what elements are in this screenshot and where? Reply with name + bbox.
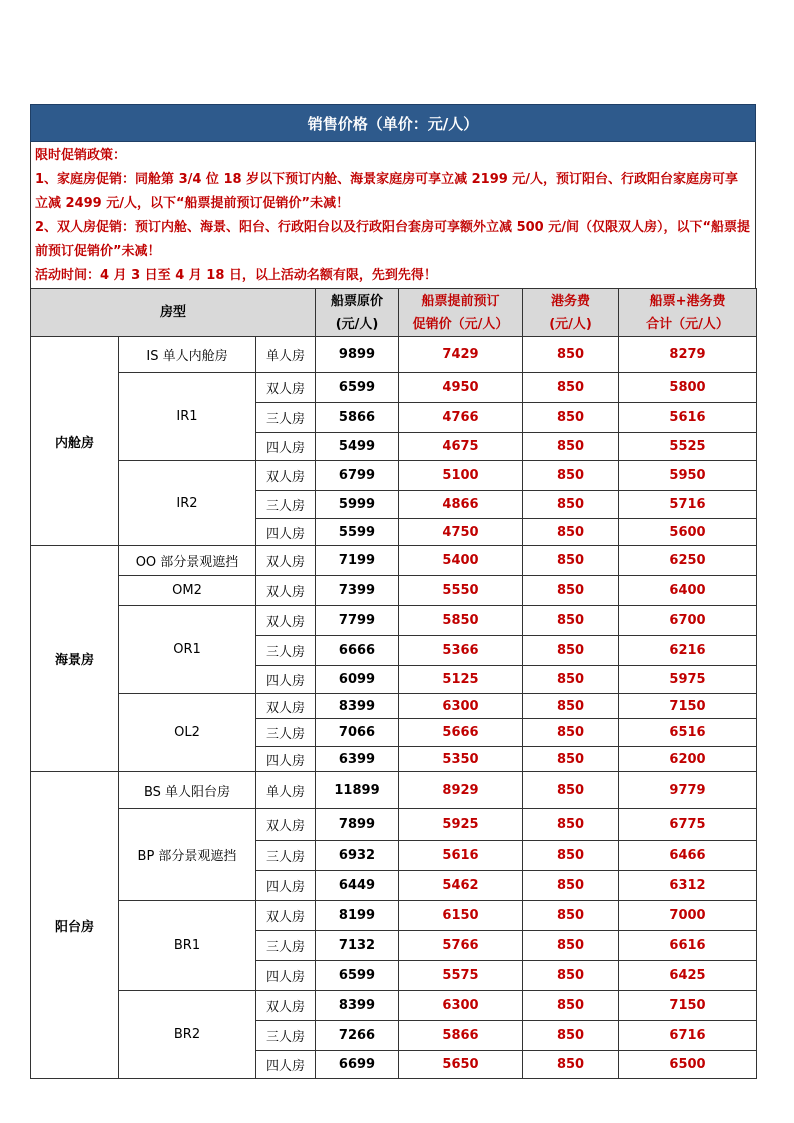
port-fee-cell: 850: [523, 747, 619, 772]
table-row: [31, 772, 757, 809]
room-model-cell: OL2: [119, 694, 256, 772]
occupancy-cell: 三人房: [256, 719, 316, 747]
header-port-fee-line2: (元/人): [549, 316, 592, 332]
occupancy-cell: 双人房: [256, 461, 316, 491]
promo-price-cell: 5925: [399, 809, 523, 841]
port-fee-cell: 850: [523, 461, 619, 491]
occupancy-cell: 双人房: [256, 373, 316, 403]
port-fee-cell: 850: [523, 961, 619, 991]
total-price-cell: 7150: [619, 991, 757, 1021]
total-price-cell: 6500: [619, 1051, 757, 1079]
room-model-cell: OO 部分景观遮挡: [119, 546, 256, 576]
total-price-cell: 6716: [619, 1021, 757, 1051]
orig-price-cell: 5866: [316, 403, 399, 433]
total-price-cell: 6775: [619, 809, 757, 841]
table-row: [31, 546, 757, 576]
promo-price-cell: 4866: [399, 491, 523, 519]
port-fee-cell: 850: [523, 991, 619, 1021]
occupancy-cell: 双人房: [256, 991, 316, 1021]
orig-price-cell: 5599: [316, 519, 399, 546]
promo-price-cell: 4675: [399, 433, 523, 461]
port-fee-cell: 850: [523, 772, 619, 809]
header-total-line2: 合计（元/人）: [646, 316, 729, 332]
occupancy-cell: 双人房: [256, 694, 316, 719]
port-fee-cell: 850: [523, 576, 619, 606]
port-fee-cell: 850: [523, 809, 619, 841]
promo-price-cell: 5866: [399, 1021, 523, 1051]
orig-price-cell: 8399: [316, 991, 399, 1021]
orig-price-cell: 6449: [316, 871, 399, 901]
occupancy-cell: 四人房: [256, 519, 316, 546]
orig-price-cell: 7799: [316, 606, 399, 636]
port-fee-cell: 850: [523, 871, 619, 901]
promo-price-cell: 8929: [399, 772, 523, 809]
occupancy-cell: 单人房: [256, 337, 316, 373]
category-cell: 内舱房: [31, 337, 119, 546]
header-port-fee-line1: 港务费: [551, 293, 591, 309]
total-price-cell: 5975: [619, 666, 757, 694]
header-orig-price-line2: (元/人): [335, 316, 379, 332]
orig-price-cell: 8399: [316, 694, 399, 719]
promo-price-cell: 6150: [399, 901, 523, 931]
total-price-cell: 6466: [619, 841, 757, 871]
orig-price-cell: 7199: [316, 546, 399, 576]
header-promo-price-line1: 船票提前预订: [421, 293, 500, 309]
port-fee-cell: 850: [523, 606, 619, 636]
occupancy-cell: 三人房: [256, 1021, 316, 1051]
room-model-cell: IS 单人内舱房: [119, 337, 256, 373]
promo-heading: 限时促销政策：: [35, 148, 127, 163]
promo-price-cell: 4950: [399, 373, 523, 403]
port-fee-cell: 850: [523, 519, 619, 546]
occupancy-cell: 三人房: [256, 931, 316, 961]
port-fee-cell: 850: [523, 636, 619, 666]
total-price-cell: 7000: [619, 901, 757, 931]
port-fee-cell: 850: [523, 841, 619, 871]
promo-price-cell: 5550: [399, 576, 523, 606]
room-model-cell: BR2: [119, 991, 256, 1079]
orig-price-cell: 7066: [316, 719, 399, 747]
total-price-cell: 6425: [619, 961, 757, 991]
port-fee-cell: 850: [523, 373, 619, 403]
port-fee-cell: 850: [523, 433, 619, 461]
orig-price-cell: 9899: [316, 337, 399, 373]
promo-price-cell: 5350: [399, 747, 523, 772]
occupancy-cell: 双人房: [256, 809, 316, 841]
port-fee-cell: 850: [523, 337, 619, 373]
promo-price-cell: 5666: [399, 719, 523, 747]
occupancy-cell: 三人房: [256, 841, 316, 871]
category-cell: 海景房: [31, 546, 119, 772]
promo-price-cell: 5575: [399, 961, 523, 991]
header-port-fee: [523, 289, 619, 337]
orig-price-cell: 6666: [316, 636, 399, 666]
orig-price-cell: 8199: [316, 901, 399, 931]
orig-price-cell: 6399: [316, 747, 399, 772]
occupancy-cell: 三人房: [256, 491, 316, 519]
total-price-cell: 6312: [619, 871, 757, 901]
occupancy-cell: 双人房: [256, 546, 316, 576]
total-price-cell: 6616: [619, 931, 757, 961]
table-row: [31, 694, 757, 719]
occupancy-cell: 双人房: [256, 576, 316, 606]
port-fee-cell: 850: [523, 666, 619, 694]
table-row: [31, 901, 757, 931]
header-promo-price: [399, 289, 523, 337]
port-fee-cell: 850: [523, 1021, 619, 1051]
table-row: [31, 991, 757, 1021]
promo-price-cell: 5850: [399, 606, 523, 636]
port-fee-cell: 850: [523, 931, 619, 961]
room-model-cell: BR1: [119, 901, 256, 991]
total-price-cell: 5950: [619, 461, 757, 491]
orig-price-cell: 11899: [316, 772, 399, 809]
port-fee-cell: 850: [523, 403, 619, 433]
port-fee-cell: 850: [523, 491, 619, 519]
room-model-cell: BS 单人阳台房: [119, 772, 256, 809]
header-total: [619, 289, 757, 337]
total-price-cell: 5800: [619, 373, 757, 403]
promo-double-rule: 2、双人房促销：预订内舱、海景、阳台、行政阳台以及行政阳台套房可享额外立减 500 元/间（仅限双人房），以下“船票提前预订促销价”未减！: [35, 220, 751, 259]
table-row: [31, 461, 757, 491]
table-header-row: [31, 289, 757, 337]
orig-price-cell: 7266: [316, 1021, 399, 1051]
total-price-cell: 6200: [619, 747, 757, 772]
header-total-line1: 船票+港务费: [649, 293, 726, 309]
total-price-cell: 6216: [619, 636, 757, 666]
promo-family-rule: 1、家庭房促销：同舱第 3/4 位 18 岁以下预订内舱、海景家庭房可享立减 2199 元/人，预订阳台、行政阳台家庭房可享立减 2499 元/人，以下“船票提前预订促销价”未减！: [35, 172, 739, 211]
occupancy-cell: 四人房: [256, 871, 316, 901]
room-model-cell: OR1: [119, 606, 256, 694]
table-row: [31, 809, 757, 841]
orig-price-cell: 6599: [316, 373, 399, 403]
promo-price-cell: 5650: [399, 1051, 523, 1079]
category-cell: 阳台房: [31, 772, 119, 1079]
orig-price-cell: 7899: [316, 809, 399, 841]
promo-price-cell: 6300: [399, 991, 523, 1021]
price-table: [30, 288, 757, 1079]
total-price-cell: 5616: [619, 403, 757, 433]
total-price-cell: 7150: [619, 694, 757, 719]
promo-section: [30, 142, 756, 288]
promo-price-cell: 5616: [399, 841, 523, 871]
price-table-body: [31, 337, 757, 1079]
table-row: [31, 576, 757, 606]
table-row: [31, 373, 757, 403]
occupancy-cell: 单人房: [256, 772, 316, 809]
orig-price-cell: 5999: [316, 491, 399, 519]
occupancy-cell: 三人房: [256, 636, 316, 666]
orig-price-cell: 5499: [316, 433, 399, 461]
promo-price-cell: 4766: [399, 403, 523, 433]
occupancy-cell: 四人房: [256, 961, 316, 991]
sheet-title: 销售价格（单价：元/人）: [30, 104, 756, 142]
total-price-cell: 6250: [619, 546, 757, 576]
price-sheet: [30, 104, 756, 1079]
total-price-cell: 8279: [619, 337, 757, 373]
header-orig-price-line1: 船票原价: [331, 293, 384, 309]
total-price-cell: 5600: [619, 519, 757, 546]
header-room-type: 房型: [31, 289, 316, 337]
table-row: [31, 606, 757, 636]
room-model-cell: BP 部分景观遮挡: [119, 809, 256, 901]
total-price-cell: 6516: [619, 719, 757, 747]
orig-price-cell: 7132: [316, 931, 399, 961]
promo-price-cell: 7429: [399, 337, 523, 373]
promo-price-cell: 6300: [399, 694, 523, 719]
port-fee-cell: 850: [523, 1051, 619, 1079]
promo-price-cell: 5766: [399, 931, 523, 961]
port-fee-cell: 850: [523, 901, 619, 931]
occupancy-cell: 四人房: [256, 433, 316, 461]
total-price-cell: 5716: [619, 491, 757, 519]
promo-price-cell: 4750: [399, 519, 523, 546]
promo-price-cell: 5400: [399, 546, 523, 576]
occupancy-cell: 四人房: [256, 747, 316, 772]
room-model-cell: IR1: [119, 373, 256, 461]
table-row: [31, 337, 757, 373]
orig-price-cell: 6599: [316, 961, 399, 991]
occupancy-cell: 四人房: [256, 666, 316, 694]
total-price-cell: 6400: [619, 576, 757, 606]
orig-price-cell: 6932: [316, 841, 399, 871]
promo-price-cell: 5366: [399, 636, 523, 666]
port-fee-cell: 850: [523, 719, 619, 747]
room-model-cell: OM2: [119, 576, 256, 606]
promo-period: 活动时间：4 月 3 日至 4 月 18 日，以上活动名额有限，先到先得！: [35, 268, 437, 283]
port-fee-cell: 850: [523, 694, 619, 719]
occupancy-cell: 三人房: [256, 403, 316, 433]
occupancy-cell: 四人房: [256, 1051, 316, 1079]
orig-price-cell: 6099: [316, 666, 399, 694]
promo-price-cell: 5100: [399, 461, 523, 491]
occupancy-cell: 双人房: [256, 606, 316, 636]
total-price-cell: 9779: [619, 772, 757, 809]
room-model-cell: IR2: [119, 461, 256, 546]
promo-price-cell: 5125: [399, 666, 523, 694]
orig-price-cell: 6699: [316, 1051, 399, 1079]
header-promo-price-line2: 促销价（元/人）: [412, 316, 509, 332]
orig-price-cell: 6799: [316, 461, 399, 491]
occupancy-cell: 双人房: [256, 901, 316, 931]
promo-price-cell: 5462: [399, 871, 523, 901]
total-price-cell: 6700: [619, 606, 757, 636]
orig-price-cell: 7399: [316, 576, 399, 606]
header-orig-price: [316, 289, 399, 337]
port-fee-cell: 850: [523, 546, 619, 576]
total-price-cell: 5525: [619, 433, 757, 461]
